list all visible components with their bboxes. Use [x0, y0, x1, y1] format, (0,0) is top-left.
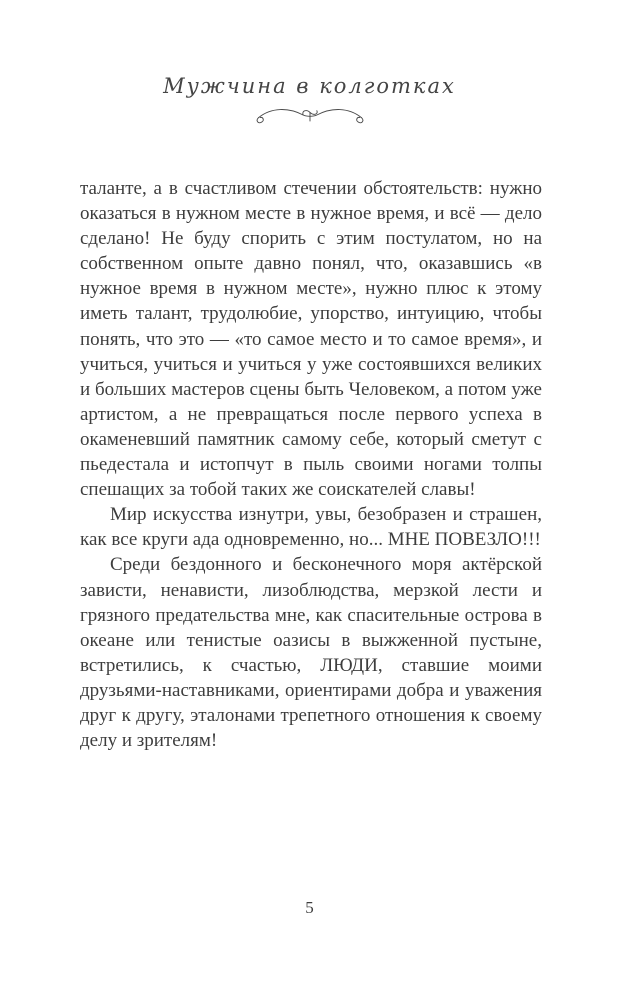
body-text: [80, 176, 542, 753]
paragraph: Среди бездонного и бесконечного моря актёрской зависти, ненависти, лизоблюдства, мерзкой лести и грязного предательства мне, как спасительные острова в океане или тенистые оазисы в выжженной пустыне, встретились, к счастью, ЛЮДИ, ставшие моими друзьями-наставниками, ориентирами добра и уважения друг к другу, эталонами трепетного отношения к своему делу и зрителям!: [80, 554, 542, 752]
page-number: 5: [305, 898, 314, 917]
running-header: [0, 74, 619, 128]
running-header-title: Мужчина в колготках: [163, 74, 456, 98]
paragraph: Мир искусства изнутри, увы, безобразен и страшен, как все круги ада одновременно, но... МНЕ ПОВЕЗЛО!!!: [80, 504, 542, 551]
page-footer: [0, 898, 619, 918]
paragraph-continuation: таланте, а в счастливом стечении обстоятельств: нужно оказаться в нужном месте в нужное время, и всё — дело сделано! Не буду спорить с этим постулатом, но на собственном опыте давно понял, что, оказавшись «в нужное время в нужном месте», нужно плюс к этому иметь талант, трудолюбие, упорство, интуицию, чтобы понять, что это — «то самое место и то самое время», и учиться, учиться и учиться у уже состоявшихся великих и больших мастеров сцены быть Человеком, а потом уже артистом, а не превращаться после первого успеха в окаменевший памятник самому себе, который сметут с пьедестала и истопчут в пыль своими ногами толпы спешащих за тобой таких же соискателей славы!: [80, 178, 542, 501]
flourish-divider-icon: [0, 102, 619, 128]
